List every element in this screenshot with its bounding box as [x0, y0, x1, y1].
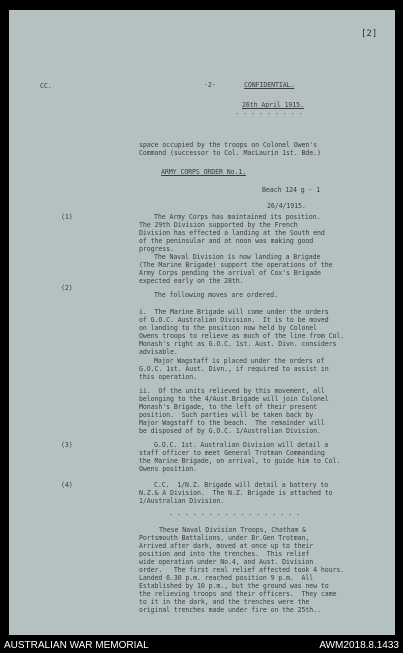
paragraph-line: Monash's right as G.O.C. 1st. Aust. Divn. considers	[139, 340, 337, 348]
margin-number: (2)	[61, 284, 73, 292]
paragraph-line: Army Corps pending the arrival of Cox's Brigade	[139, 269, 321, 277]
beach-reference: Beach 124 g - 1	[262, 186, 321, 194]
margin-number: (1)	[61, 213, 73, 221]
paragraph-line: expected early on the 28th.	[139, 277, 244, 285]
paragraph-line: Landed 6.30 p.m. reached position 9 p.m. All	[139, 574, 314, 582]
paragraph-line: the relieving troops and their officers. They came	[139, 590, 337, 598]
paragraph-line: Owens troops to relieve as much of the line from Col.	[139, 332, 345, 340]
paragraph-line: Major Wagstaff is placed under the orders of	[154, 357, 325, 365]
classification-label: CONFIDENTIAL.	[244, 81, 295, 89]
paragraph-line: on landing to the position now held by Colonel	[139, 324, 318, 332]
paragraph-line: The 29th Division supported by the French	[139, 221, 298, 229]
order-date: 26/4/1915.	[267, 202, 306, 210]
archive-footer	[0, 638, 403, 653]
paragraph-line: ii. Of the units relieved by this movement, all	[139, 387, 325, 395]
paragraph-line: order. The first real relief affected took 4 hours.	[139, 566, 345, 574]
paragraph-line: G.O.C. 1st. Aust. Divn., if required to assist in	[139, 365, 329, 373]
moves-heading: The following moves are ordered.	[154, 291, 278, 299]
paragraph-line: the Marine Brigade, on arrival, to guide him to Col.	[139, 457, 341, 465]
margin-number: (3)	[61, 441, 73, 449]
paragraph-line: this operation.	[139, 373, 198, 381]
page-number-value: 2	[366, 29, 372, 39]
order-title: ARMY CORPS ORDER No.1.	[161, 168, 247, 176]
cc-label: CC.	[40, 82, 52, 90]
paragraph-line: Monash's Brigade, to the left of their present	[139, 403, 318, 411]
intro-line: space occupied by the troops on Colonel Owen's	[139, 141, 318, 149]
paragraph-line: belonging to the 4/Aust.Brigade will join Colonel	[139, 395, 329, 403]
paragraph-line: Division has effected a landing at the South end	[139, 229, 325, 237]
paragraph-line: of G.O.C. Australian Division. It is to be moved	[139, 316, 329, 324]
page-marker: -2-	[204, 81, 216, 89]
paragraph-line: Portsmouth Battalions, under Br.Gen Trotman,	[139, 534, 310, 542]
paragraph-line: Owens position.	[139, 465, 198, 473]
paragraph-line: Major Wagstaff to the beach. The remainder will	[139, 419, 325, 427]
paragraph-line: staff officer to meet General Trotman Commanding	[139, 449, 325, 457]
paragraph-line: i. The Marine Brigade will come under the orders	[139, 308, 329, 316]
paragraph-line: N.Z.& A Division. The N.Z. Brigade is attached to	[139, 489, 333, 497]
document-date: 26th April 1915.	[242, 101, 304, 109]
paragraph-line: of the peninsular and at noon was making good	[139, 237, 314, 245]
separator-line: - - - - - - - - - - - - - - - - -	[169, 511, 301, 519]
paragraph-line: position and into the trenches. This relief	[139, 550, 310, 558]
paragraph-line: advisable.	[139, 348, 178, 356]
paragraph-line: original trenches made under fire on the 25th..	[139, 606, 321, 614]
paragraph-line: The Army Corps has maintained its position.	[154, 213, 321, 221]
paragraph-line: Established by 10 p.m., but the ground was new to	[139, 582, 329, 590]
paragraph-line: progress.	[139, 245, 174, 253]
intro-line: Command (successor to Col. MacLaurin 1st. Bde.)	[139, 149, 321, 157]
paragraph-line: C.C. 1/N.Z. Brigade will detail a battery to	[154, 481, 329, 489]
footer-institution: AUSTRALIAN WAR MEMORIAL	[4, 640, 149, 651]
paragraph-line: The Naval Division is now landing a Brigade	[154, 253, 321, 261]
paragraph-line: Arrived after dark, moved at once up to their	[139, 542, 314, 550]
paragraph-line: to it in the dark, and the trenches were the	[139, 598, 310, 606]
margin-number: (4)	[61, 481, 73, 489]
paragraph-line: wide operation under No.4, and Aust. Division	[139, 558, 314, 566]
paragraph-line: be disposed of by G.O.C. 1/Australian Division.	[139, 427, 321, 435]
paragraph-line: G.O.C. 1st. Australian Division will detail a	[154, 441, 329, 449]
paragraph-line: 1/Australian Division.	[139, 497, 225, 505]
document-page	[9, 10, 395, 635]
page-number: [2]	[361, 29, 378, 39]
footer-accession-number: AWM2018.8.1433	[319, 640, 399, 651]
date-underline: - - - - - - - - -	[235, 110, 303, 118]
paragraph-line: These Naval Division Troops, Chatham &	[159, 526, 307, 534]
paragraph-line: (The Marine Brigade) support the operations of the	[139, 261, 333, 269]
paragraph-line: position. Such parties will be taken back by	[139, 411, 314, 419]
